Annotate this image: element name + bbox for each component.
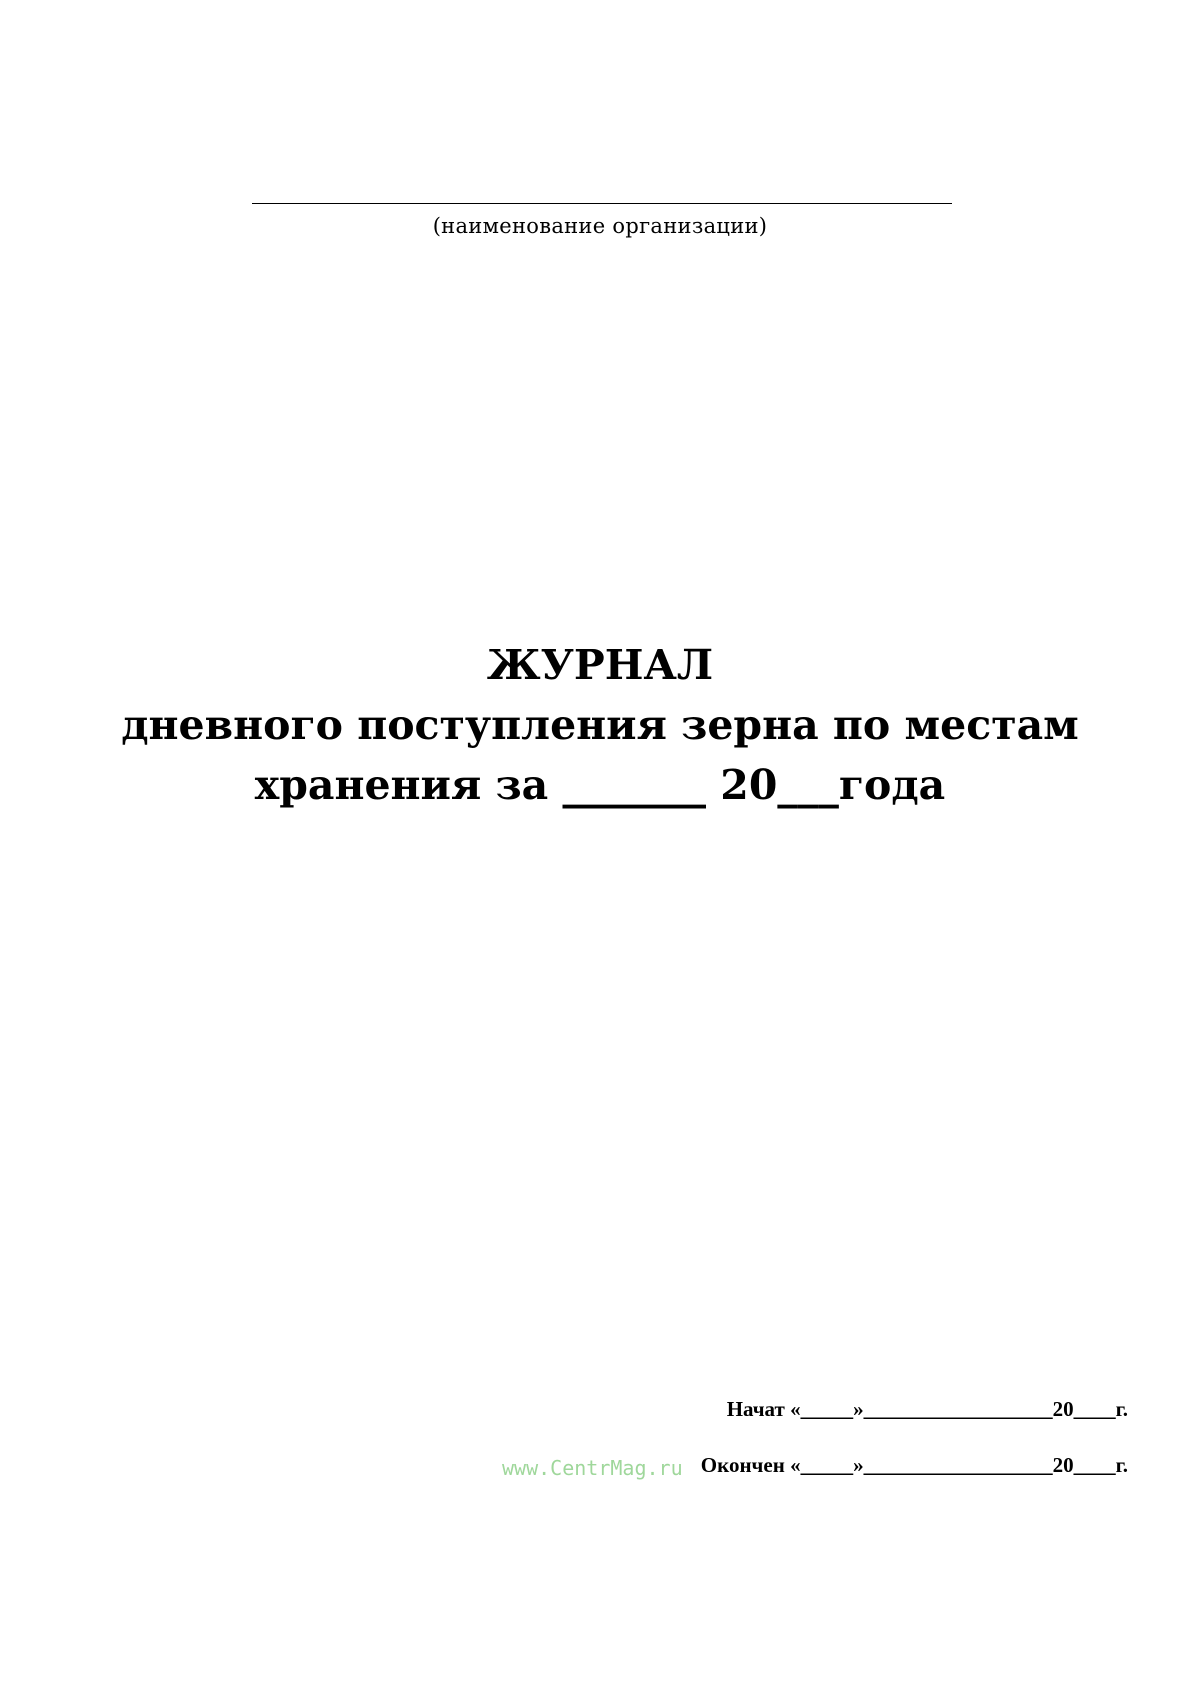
date-fields — [701, 1396, 1128, 1478]
watermark: www.CentrMag.ru — [502, 1456, 683, 1480]
title-line-3: хранения за _______ 20___года — [254, 761, 946, 809]
organization-name-line — [252, 203, 952, 204]
started-date-field: Начат «_____»__________________20____г. — [726, 1397, 1128, 1421]
organization-caption: (наименование организации) — [432, 214, 768, 238]
finished-date-field: Окончен «_____»__________________20____г. — [700, 1453, 1128, 1477]
title-line-2: дневного поступления зерна по местам — [121, 701, 1079, 749]
journal-title — [0, 635, 1200, 815]
title-line-1: ЖУРНАЛ — [486, 641, 714, 689]
